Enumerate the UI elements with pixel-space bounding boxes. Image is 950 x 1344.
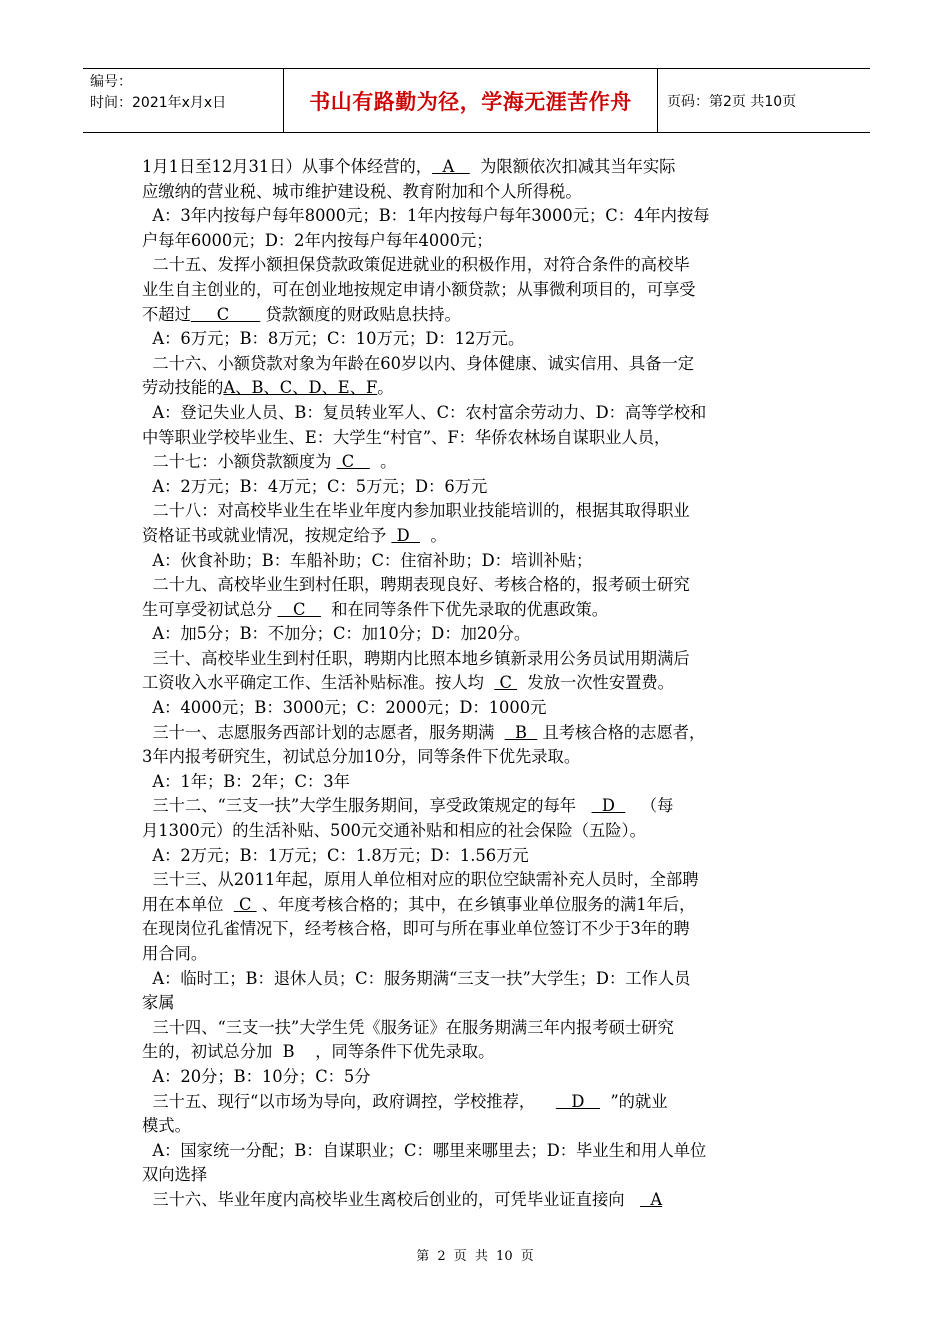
text-line — [142, 475, 808, 500]
text-segment: 贷款额度的财政贴息扶持。 — [260, 304, 461, 324]
text-segment: 不超过 — [142, 304, 191, 324]
text-segment: 二十六、小额贷款对象为年龄在60岁以内、身体健康、诚实信用、具备一定 — [142, 353, 695, 373]
text-line — [142, 770, 808, 795]
text-segment: 生可享受初试总分 — [142, 599, 278, 619]
text-segment: 户每年6000元；D：2年内按每户每年4000元； — [142, 230, 493, 250]
text-segment: 家属 — [142, 993, 175, 1013]
text-segment: 生的，初试总分加 B ，同等条件下优先录取。 — [142, 1042, 495, 1062]
text-line — [142, 721, 808, 746]
text-segment: 双向选择 — [142, 1165, 208, 1185]
text-segment: 三十四、“三支一扶”大学生凭《服务证》在服务期满三年内报考硕士研究 — [142, 1017, 674, 1037]
answer-blank: C — [277, 599, 321, 619]
header-motto: 书山有路勤为径，学海无涯苦作舟 — [284, 69, 658, 132]
text-segment: A：1年；B：2年；C：3年 — [142, 771, 350, 791]
answer-blank: C — [190, 304, 261, 324]
text-segment: 二十八：对高校毕业生在毕业年度内参加职业技能培训的，根据其取得职业 — [142, 501, 690, 521]
text-segment: 月1300元）的生活补贴、500元交通补贴和相应的社会保险（五险）。 — [142, 821, 646, 841]
text-line — [142, 1016, 808, 1041]
header-meta — [83, 69, 284, 132]
text-segment: A：2万元；B：4万元；C：5万元；D：6万元 — [142, 476, 488, 496]
text-line — [142, 967, 808, 992]
text-segment: 用在本单位 — [142, 894, 234, 914]
answer-blank: C — [233, 894, 257, 914]
text-segment: 。 — [420, 525, 447, 545]
page-header — [83, 68, 870, 133]
text-line — [142, 450, 808, 475]
text-segment: 和在同等条件下优先录取的优惠政策。 — [320, 599, 609, 619]
text-segment: 1月1日至12月31日）从事个体经营的， — [142, 157, 433, 176]
text-line — [142, 229, 808, 254]
text-segment: 模式。 — [142, 1116, 191, 1136]
text-segment: A：6万元；B：8万元；C：10万元；D：12万元。 — [142, 329, 525, 349]
header-page-number: 页码：第2页 共10页 — [667, 93, 797, 110]
text-segment: 且考核合格的志愿者， — [537, 722, 706, 742]
text-segment: 二十五、发挥小额担保贷款政策促进就业的积极作用，对符合条件的高校毕 — [142, 255, 690, 275]
text-line — [142, 942, 808, 967]
text-line — [142, 844, 808, 869]
text-segment: 三十六、毕业年度内高校毕业生离校后创业的，可凭毕业证直接向 — [142, 1189, 641, 1209]
text-line — [142, 696, 808, 721]
text-segment: 三十五、现行“以市场为导向，政府调控，学校推荐， — [142, 1091, 556, 1111]
text-line — [142, 647, 808, 672]
page-footer: 第 2 页 共 10 页 — [416, 1249, 534, 1264]
text-line — [142, 819, 808, 844]
text-line — [142, 1040, 808, 1065]
text-segment: 二十七：小额贷款额度为 — [142, 452, 337, 472]
text-segment: 应缴纳的营业税、城市维护建设税、教育附加和个人所得税。 — [142, 181, 582, 201]
document-body — [142, 155, 808, 1213]
text-segment: 。 — [377, 378, 394, 398]
text-segment: 三十三、从2011年起，原用人单位相对应的职位空缺需补充人员时，全部聘 — [142, 870, 699, 890]
text-segment: A：2万元；B：1万元；C：1.8万元；D：1.56万元 — [142, 845, 529, 865]
document-number-label: 编号： — [90, 74, 132, 90]
text-segment: 发放一次性安置费。 — [517, 673, 674, 693]
text-line — [142, 327, 808, 352]
text-line — [142, 303, 808, 328]
text-segment: 为限额依次扣减其当年实际 — [469, 157, 676, 176]
text-line — [142, 499, 808, 524]
text-line — [142, 204, 808, 229]
text-line — [142, 893, 808, 918]
text-segment: （每 — [625, 796, 674, 816]
text-segment: 在现岗位孔雀情况下，经考核合格，即可与所在事业单位签订不少于3年的聘 — [142, 919, 690, 939]
text-segment: 劳动技能的 — [142, 378, 224, 398]
text-line — [142, 376, 808, 401]
text-line — [142, 917, 808, 942]
text-segment: 中等职业学校毕业生、E：大学生“村官”、F：华侨农林场自谋职业人员， — [142, 427, 671, 447]
answer-blank: A — [432, 157, 470, 176]
answer-blank: B — [504, 722, 538, 742]
text-segment: 业生自主创业的，可在创业地按规定申请小额贷款；从事微利项目的，可享受 — [142, 279, 696, 299]
text-segment: A：登记失业人员、B：复员转业军人、C：农村富余劳动力、D：高等学校和 — [142, 402, 707, 422]
text-line — [142, 1163, 808, 1188]
text-line — [142, 598, 808, 623]
text-segment: 用合同。 — [142, 944, 208, 963]
text-segment: 二十九、高校毕业生到村任职，聘期表现良好、考核合格的，报考硕士研究 — [142, 575, 690, 595]
text-line — [142, 1090, 808, 1115]
text-line — [142, 401, 808, 426]
answer-blank: C — [336, 452, 370, 472]
answer-blank: D — [555, 1091, 600, 1111]
text-line — [142, 278, 808, 303]
answer-blank: A、B、C、D、E、F — [223, 378, 378, 398]
text-segment: A：临时工；B：退休人员；C：服务期满“三支一扶”大学生；D：工作人员 — [142, 968, 691, 988]
text-segment: 三十二、“三支一扶”大学生服务期间，享受政策规定的每年 — [142, 796, 592, 816]
text-line — [142, 991, 808, 1016]
text-segment: 三十一、志愿服务西部计划的志愿者，服务期满 — [142, 722, 505, 742]
text-segment: A：伙食补助；B：车船补助；C：住宿补助；D：培训补贴； — [142, 550, 593, 570]
text-line — [142, 745, 808, 770]
text-line — [142, 549, 808, 574]
text-line — [142, 180, 808, 205]
text-segment: A：4000元；B：3000元；C：2000元；D：1000元 — [142, 698, 547, 718]
text-line — [142, 1188, 808, 1213]
answer-blank: A — [640, 1189, 663, 1209]
text-line — [142, 1139, 808, 1164]
text-segment: 。 — [369, 452, 397, 472]
document-date-label: 时间：2021年x月x日 — [90, 95, 227, 111]
answer-blank: D — [391, 525, 420, 545]
text-line — [142, 794, 808, 819]
text-line — [142, 868, 808, 893]
text-line — [142, 253, 808, 278]
text-line — [142, 1065, 808, 1090]
text-segment: 3年内报考研究生，初试总分加10分，同等条件下优先录取。 — [142, 747, 581, 767]
text-line — [142, 622, 808, 647]
text-segment: 三十、高校毕业生到村任职，聘期内比照本地乡镇新录用公务员试用期满后 — [142, 648, 690, 668]
text-segment: A：20分；B：10分；C：5分 — [142, 1066, 371, 1086]
text-segment: A：加5分；B：不加分；C：加10分；D：加20分。 — [142, 624, 531, 644]
text-segment: A：国家统一分配；B：自谋职业；C：哪里来哪里去；D：毕业生和用人单位 — [142, 1140, 707, 1160]
text-line — [142, 155, 808, 180]
text-line — [142, 426, 808, 451]
text-line — [142, 1114, 808, 1139]
answer-blank: C — [494, 673, 518, 693]
text-segment: 、年度考核合格的；其中，在乡镇事业单位服务的满1年后， — [256, 894, 696, 914]
answer-blank: D — [591, 796, 626, 816]
text-segment: ”的就业 — [599, 1091, 668, 1111]
text-segment: 资格证书或就业情况，按规定给予 — [142, 525, 392, 545]
text-segment: A：3年内按每户每年8000元；B：1年内按每户每年3000元；C：4年内按每 — [142, 206, 710, 226]
text-line — [142, 671, 808, 696]
text-line — [142, 352, 808, 377]
text-line — [142, 524, 808, 549]
text-line — [142, 573, 808, 598]
text-segment: 工资收入水平确定工作、生活补贴标准。按人均 — [142, 673, 495, 693]
